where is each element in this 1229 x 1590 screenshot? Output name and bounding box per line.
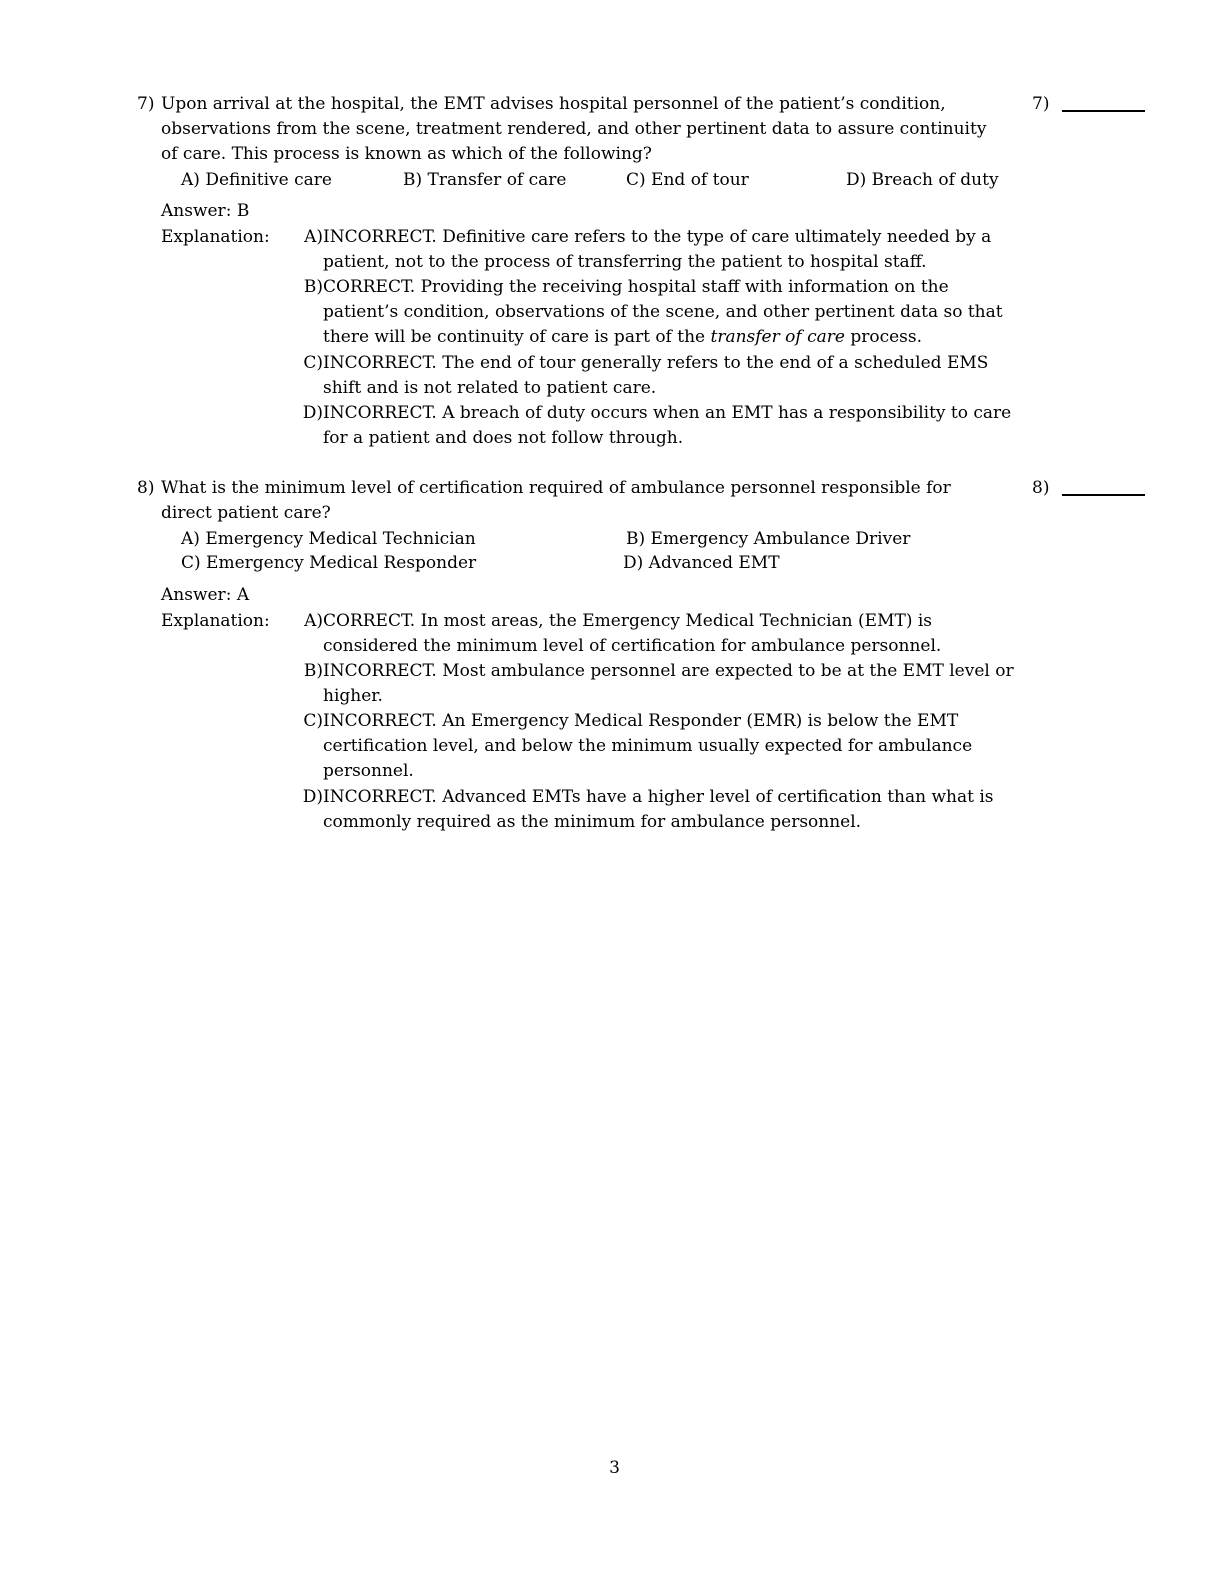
explanation-text: INCORRECT. A breach of duty occurs when an EMT has a responsibility to care for a patient and does not follow through. — [323, 403, 1012, 448]
explanation-label: Explanation: — [161, 227, 270, 247]
question-number: 7) — [137, 94, 155, 114]
choice-letter: C) — [181, 553, 201, 573]
choice-text: Transfer of care — [427, 170, 567, 190]
choice-d — [846, 168, 999, 193]
choice-b — [403, 168, 566, 193]
choice-text: Definitive care — [205, 170, 332, 190]
explanation-italic-term: transfer of care — [710, 327, 845, 347]
answer-label: Answer: — [161, 201, 232, 221]
choice-letter: D) — [846, 170, 867, 190]
choice-text: Emergency Medical Responder — [206, 553, 477, 573]
explanation-text: CORRECT. In most areas, the Emergency Medical Technician (EMT) is considered the minimum level of certification for ambulance personnel. — [323, 611, 942, 656]
explanation-label: Explanation: — [161, 611, 270, 631]
choice-text: Breach of duty — [871, 170, 999, 190]
page-number: 3 — [609, 1458, 620, 1478]
question-number: 8) — [137, 478, 155, 498]
question-stem: What is the minimum level of certification required of ambulance personnel responsible for direct patient care? — [161, 478, 951, 523]
choice-letter: D) — [623, 553, 644, 573]
explanation-text: INCORRECT. An Emergency Medical Responder (EMR) is below the EMT certification level, and below the minimum usually expected for ambulance personnel. — [323, 711, 973, 781]
explanation-letter: A) — [304, 227, 323, 247]
explanation-letter: B) — [303, 661, 323, 681]
explanation-text: INCORRECT. Definitive care refers to the type of care ultimately needed by a patient, not to the process of transferring the patient to hospital staff. — [323, 227, 992, 272]
choice-d — [623, 551, 780, 576]
choice-c — [181, 551, 476, 576]
explanation-letter: C) — [303, 711, 323, 731]
question-8 — [137, 476, 1147, 846]
question-stem: Upon arrival at the hospital, the EMT advises hospital personnel of the patient’s condition, observations from the scene, treatment rendered, and other pertinent data to assure continuity of care. This process is known as which of the following? — [161, 94, 987, 164]
explanation-letter: D) — [302, 403, 323, 423]
answer-value: B — [236, 201, 250, 221]
explanation-letter: A) — [304, 611, 323, 631]
explanation-text — [323, 275, 1023, 350]
explanation-text-after: process. — [850, 327, 923, 347]
choice-letter: A) — [181, 529, 200, 549]
explanation-letter: B) — [303, 277, 323, 297]
choice-text: End of tour — [651, 170, 749, 190]
answer-value: A — [236, 585, 250, 605]
choice-b — [626, 527, 910, 552]
explanation-text: INCORRECT. The end of tour generally refers to the end of a scheduled EMS shift and is not related to patient care. — [323, 353, 989, 398]
choice-letter: C) — [626, 170, 646, 190]
choice-a — [181, 527, 476, 552]
answer — [161, 583, 249, 608]
explanation-text: INCORRECT. Advanced EMTs have a higher level of certification than what is commonly required as the minimum for ambulance personnel. — [323, 787, 994, 832]
explanation-text: INCORRECT. Most ambulance personnel are expected to be at the EMT level or higher. — [323, 661, 1014, 706]
choice-letter: A) — [181, 170, 200, 190]
choice-c — [626, 168, 749, 193]
answer — [161, 199, 249, 224]
choice-text: Emergency Medical Technician — [205, 529, 476, 549]
question-7 — [137, 92, 1147, 452]
answer-blank-number: 7) — [1032, 94, 1050, 114]
choice-letter: B) — [626, 529, 646, 549]
answer-label: Answer: — [161, 585, 232, 605]
explanation-letter: D) — [302, 787, 323, 807]
choice-text: Emergency Ambulance Driver — [650, 529, 911, 549]
choice-text: Advanced EMT — [648, 553, 780, 573]
explanation-text-before: CORRECT. Providing the receiving hospital staff with information on the patient’s condition, observations of the scene, and other pertinent data so that there will be continuity of care is part of the — [323, 277, 1003, 347]
choice-a — [181, 168, 332, 193]
explanation-letter: C) — [303, 353, 323, 373]
answer-blank-line — [1062, 494, 1145, 496]
answer-blank-number: 8) — [1032, 478, 1050, 498]
choice-letter: B) — [403, 170, 423, 190]
answer-blank-line — [1062, 110, 1145, 112]
